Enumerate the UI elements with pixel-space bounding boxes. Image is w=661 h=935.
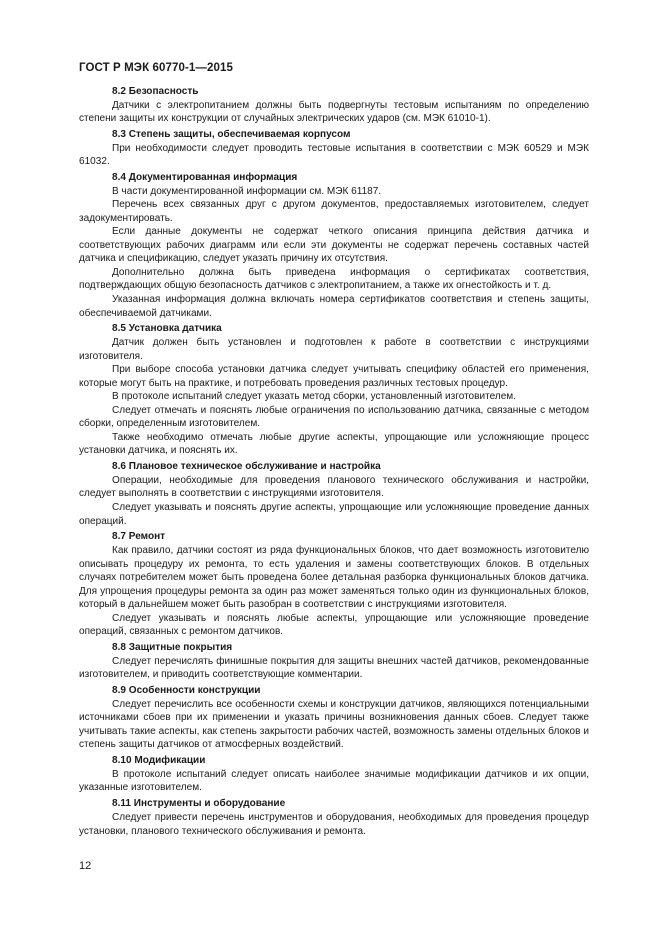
section-heading: 8.4 Документированная информация [112, 172, 298, 184]
paragraph: Датчик должен быть установлен и подготовлен к работе в соответствии с инструкциями изготовителя. [79, 337, 589, 362]
paragraph: При выборе способа установки датчика следует учитывать специфику областей его применения, которые могут быть на практике, и потребовать проведения различных тестовых процедур. [79, 364, 589, 389]
paragraph: Как правило, датчики состоят из ряда функциональных блоков, что дает возможность изготовителю описывать процедуру их ремонта, то есть удаления и замены соответствующих блоков. В отдельных случаях потребителем может быть проведена более детальная разборка функциональных блоков датчика. Для упрощения процедуры ремонта за один раз может заменяться только один из функциональных блоков, который в дальнейшем может быть разобран в соответствии с инструкциями изготовителя. [79, 545, 589, 611]
paragraph: В протоколе испытаний следует описать наиболее значимые модификации датчиков и их опции, указанные изготовителем. [79, 768, 589, 794]
paragraph: Датчики с электропитанием должны быть подвергнуты тестовым испытаниям по определению степени защиты их конструкции от случайных электрических ударов (см. МЭК 61010-1). [79, 99, 589, 125]
document-body [79, 85, 589, 840]
section-heading: 8.11 Инструменты и оборудование [112, 798, 286, 810]
paragraph: В протоколе испытаний следует указать метод сборки, установленный изготовителем. [112, 391, 516, 403]
section-heading: 8.2 Безопасность [112, 86, 199, 97]
section [79, 641, 589, 682]
paragraph: Указанная информация должна включать номера сертификатов соответствия и степень защиты, обеспечиваемой датчиками. [79, 293, 589, 319]
section-heading: 8.3 Степень защиты, обеспечиваемая корпусом [112, 129, 351, 141]
section-heading: 8.6 Плановое техническое обслуживание и настройка [112, 461, 381, 473]
paragraph: Дополнительно должна быть приведена информация о сертификатах соответствия, подтверждающих общую безопасность датчиков с электропитанием, а также их огнестойкость и т. д. [79, 266, 589, 292]
section [79, 797, 589, 838]
section [79, 85, 589, 126]
section-heading: 8.9 Особенности конструкции [112, 685, 261, 697]
section [79, 754, 589, 795]
paragraph: Следует указывать и пояснять другие аспекты, упрощающие или усложняющие проведение данных операций. [79, 501, 589, 527]
paragraph: Следует привести перечень инструментов и оборудования, необходимых для проведения процедур установки, планового технического обслуживания и ремонта. [79, 811, 589, 837]
paragraph: Следует перечислить все особенности схемы и конструкции датчиков, являющихся потенциальными источниками сбоев при их применении и указать причины возникновения данных сбоев. Следует также учитывать такие аспекты, как степень закрытости рабочих частей, возможность замены отдельных блоков и степень защиты датчиков от атмосферных воздействий. [79, 698, 589, 751]
section [79, 684, 589, 752]
section-heading: 8.10 Модификации [112, 755, 206, 767]
section-heading: 8.7 Ремонт [112, 531, 166, 543]
page-number: 12 [79, 860, 92, 872]
section-heading: 8.5 Установка датчика [112, 323, 222, 335]
paragraph: Следует отмечать и пояснять любые ограничения по использованию датчика, связанные с методом сборки, определенным изготовителем. [79, 404, 589, 430]
paragraph: При необходимости следует проводить тестовые испытания в соответствии с МЭК 60529 и МЭК 61032. [79, 142, 589, 168]
section [79, 128, 589, 169]
paragraph: Перечень всех связанных друг с другом документов, предоставляемых изготовителем, следует задокументировать. [79, 199, 589, 224]
paragraph: Операции, необходимые для проведения планового технического обслуживания и настройки, следует выполнять в соответствии с инструкциями изготовителя. [79, 474, 589, 500]
section [79, 171, 589, 320]
paragraph: Следует указывать и пояснять любые аспекты, упрощающие или усложняющие проведение операций, связанных с ремонтом датчиков. [79, 612, 589, 638]
section [79, 460, 589, 528]
paragraph: Если данные документы не содержат четкого описания принципа действия датчика и соответствующих рабочих диаграмм или если эти документы не содержат перечень составных частей датчика и спецификацию, следует указать причину их отсутствия. [79, 226, 589, 265]
section [79, 322, 589, 457]
paragraph: Следует перечислять финишные покрытия для защиты внешних частей датчиков, рекомендованные изготовителем, и приводить соответствующие комментарии. [79, 655, 589, 681]
section [79, 530, 589, 638]
document-header: ГОСТ Р МЭК 60770-1—2015 [79, 62, 233, 74]
paragraph: В части документированной информации см. МЭК 61187. [112, 185, 382, 197]
section-heading: 8.8 Защитные покрытия [112, 642, 233, 654]
paragraph: Также необходимо отмечать любые другие аспекты, упрощающие или усложняющие процесс установки датчика, и пояснять их. [79, 431, 589, 457]
